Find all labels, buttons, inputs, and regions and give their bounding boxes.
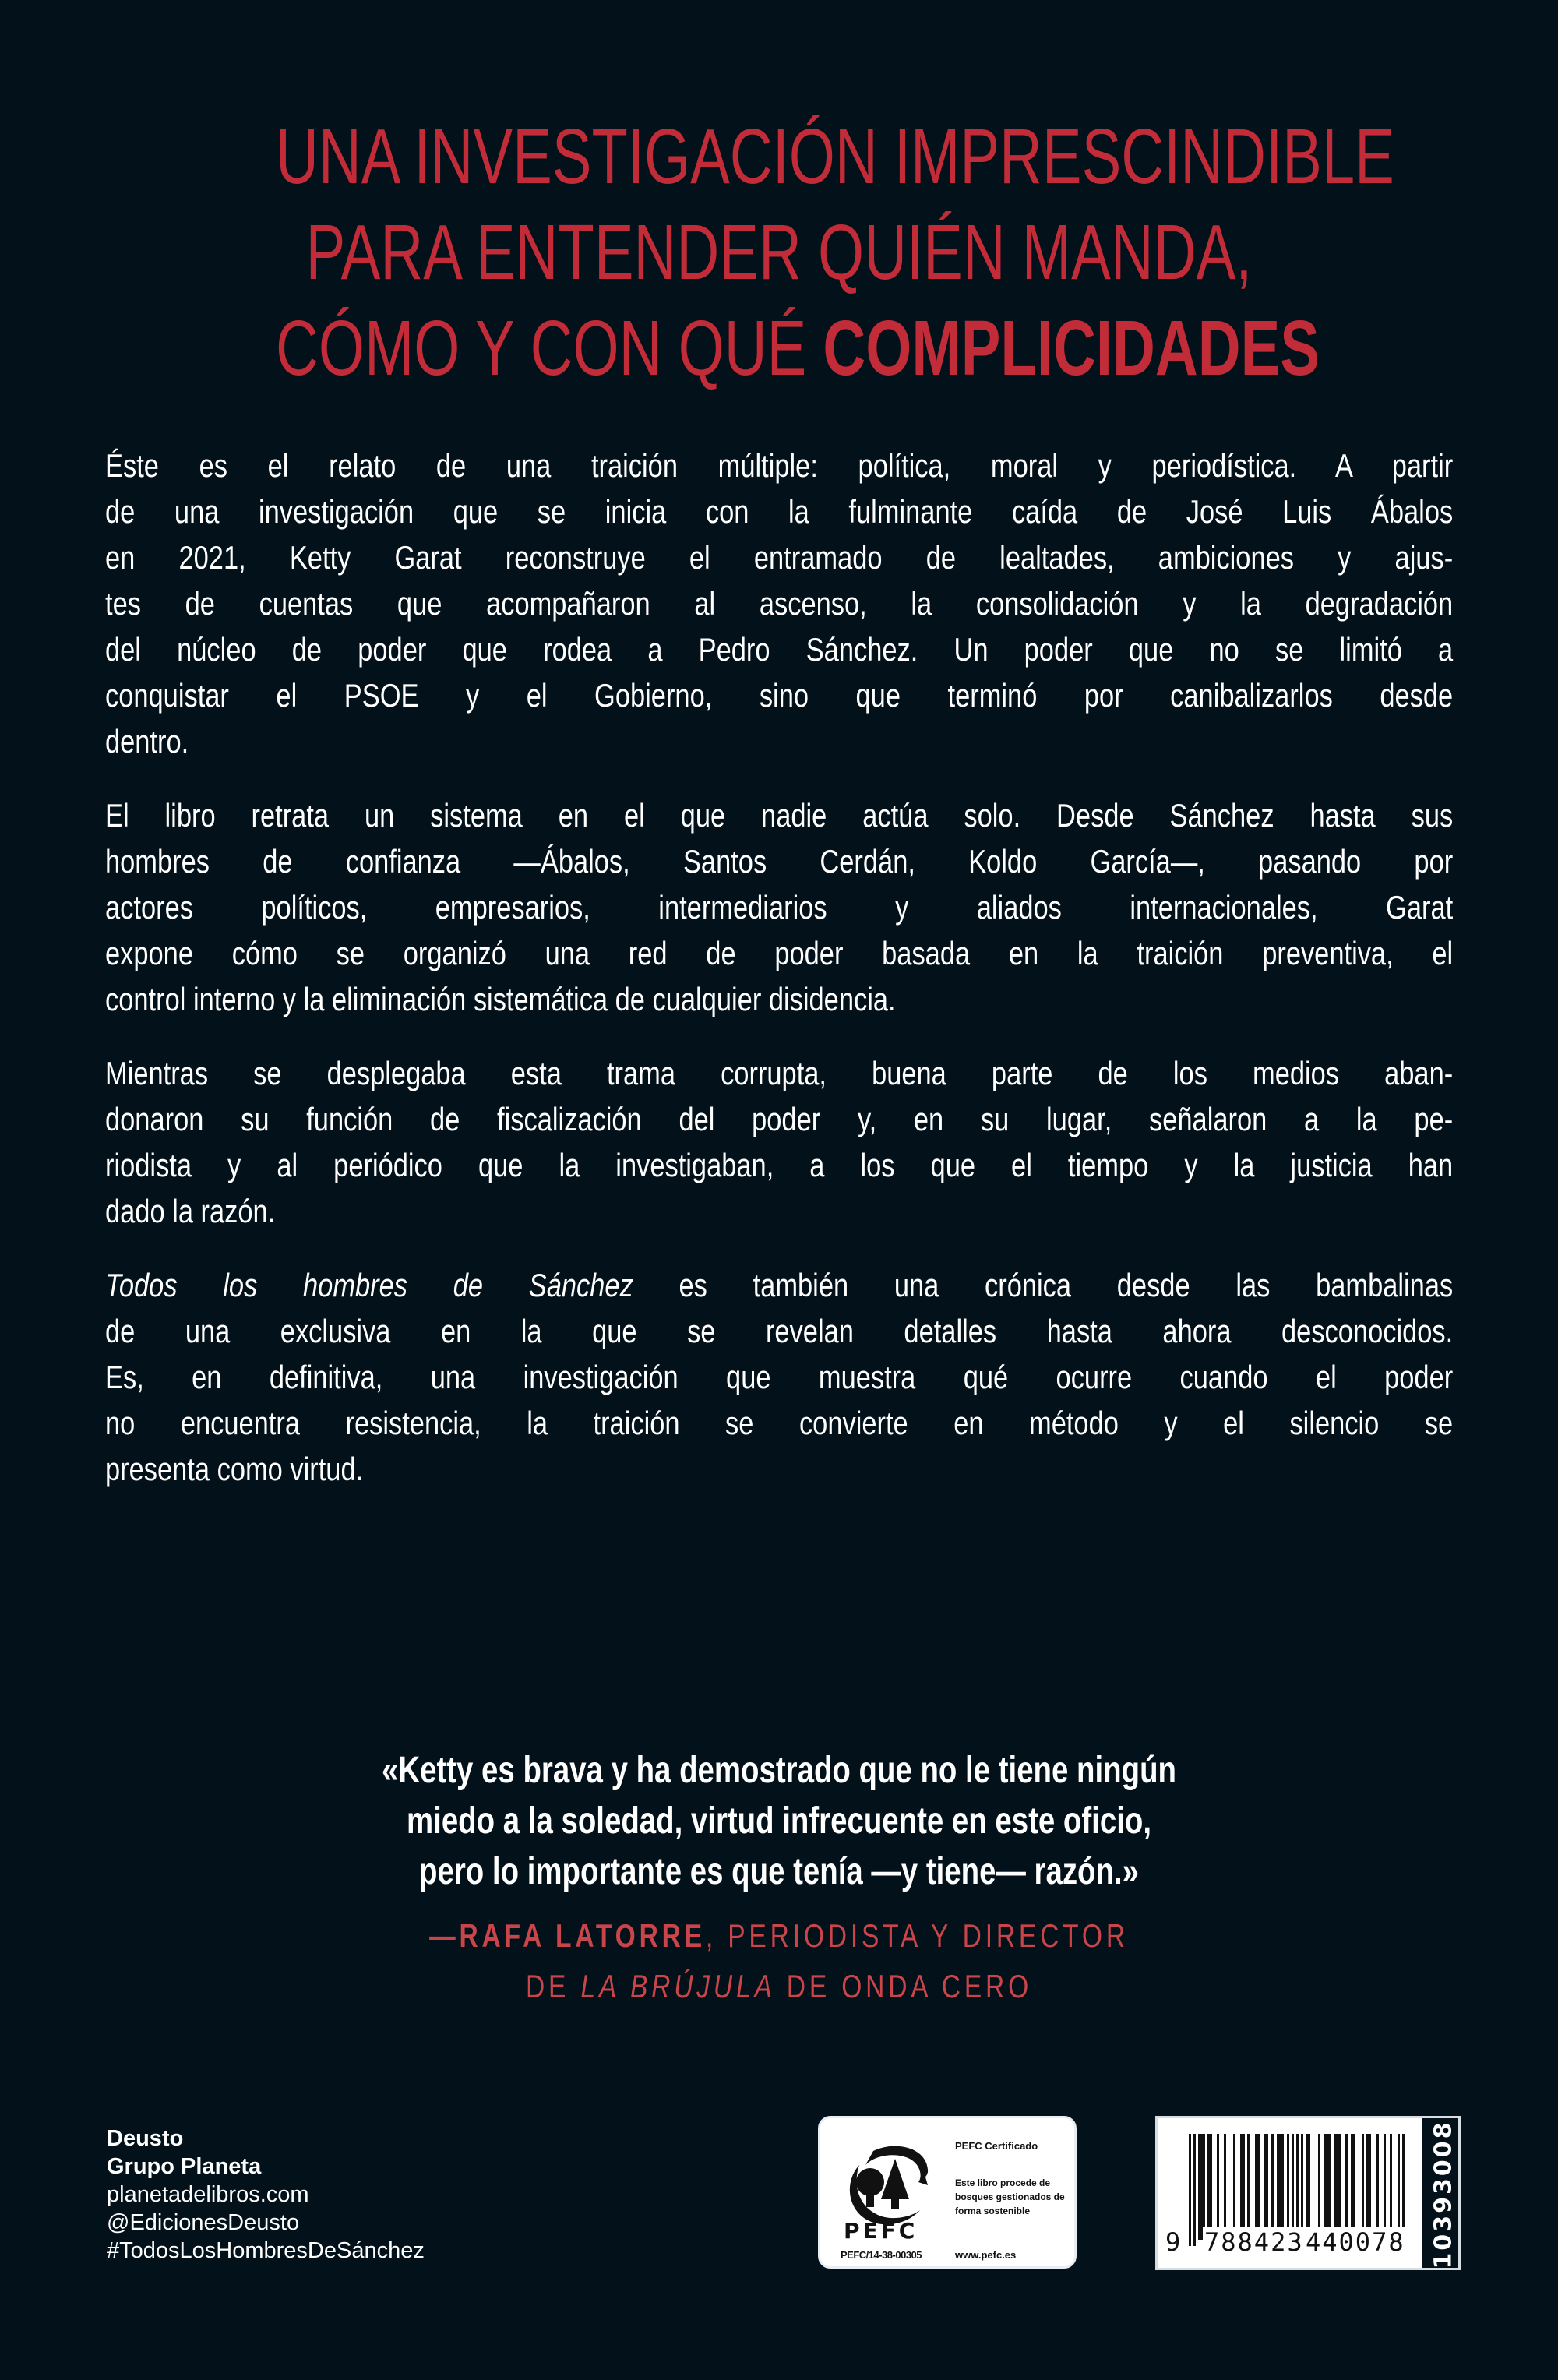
- text-line: [105, 1262, 1453, 1308]
- text-line: de una investigación que se inicia con la fulminante caída de José Luis Ábalos: [105, 493, 1454, 530]
- text-line: presenta como virtud.: [105, 1451, 364, 1487]
- text-line: control interno y la eliminación sistemática de cualquier disidencia.: [105, 981, 896, 1017]
- text-line: dado la razón.: [105, 1193, 276, 1229]
- program-title: LA BRÚJULA: [580, 1968, 776, 2004]
- book-hashtag: #TodosLosHombresDeSánchez: [107, 2238, 425, 2263]
- internal-product-code: 10393008: [1429, 2120, 1458, 2269]
- pefc-license-code: PEFC/14-38-00305: [841, 2249, 922, 2261]
- publisher-social-handle: @EdicionesDeusto: [107, 2210, 300, 2235]
- publisher-group: Grupo Planeta: [107, 2154, 262, 2179]
- attribution-name: —RAFA LATORRE: [429, 1917, 706, 1954]
- publisher-name: Deusto: [107, 2126, 184, 2151]
- text-line: conquistar el PSOE y el Gobierno, sino que terminó por canibalizarlos desde: [105, 677, 1454, 714]
- text-line: tes de cuentas que acompañaron al ascenso, la consolidación y la degradación: [105, 585, 1454, 622]
- text-line: Éste es el relato de una traición múltiple: política, moral y periodística. A partir: [105, 447, 1454, 484]
- attribution-role: , PERIODISTA Y DIRECTOR: [705, 1917, 1129, 1954]
- synopsis-paragraph-2: [105, 792, 1453, 1022]
- book-title: Todos los hombres de Sánchez: [105, 1267, 633, 1303]
- attribution-prefix: DE: [525, 1968, 581, 2004]
- pefc-description: Este libro procede de bosques gestionados de forma sostenible: [955, 2177, 1065, 2216]
- text-line: del núcleo de poder que rodea a Pedro Sánchez. Un poder que no se limitó a: [105, 631, 1454, 668]
- ean-first-digit: 9: [1165, 2227, 1183, 2257]
- pefc-title: PEFC Certificado: [955, 2140, 1038, 2152]
- attribution-suffix: DE ONDA CERO: [775, 1968, 1033, 2004]
- barcode-panel: [1158, 2118, 1422, 2268]
- headline-line-1: UNA INVESTIGACIÓN IMPRESCINDIBLE: [276, 113, 1394, 200]
- ean-group-1: 788423: [1204, 2227, 1304, 2257]
- text-line: riodista y al periódico que la investigaban, a los que el tiempo y la justicia han: [105, 1147, 1454, 1183]
- blurb-attribution: [0, 1910, 1558, 2012]
- publisher-imprint: [107, 2124, 425, 2265]
- publisher-website: planetadelibros.com: [107, 2182, 309, 2207]
- pefc-trees-icon: [842, 2142, 936, 2227]
- quote-line: «Ketty es brava y ha demostrado que no le tiene ningún: [382, 1750, 1176, 1791]
- text-line: Es, en definitiva, una investigación que muestra qué ocurre cuando el poder: [105, 1359, 1454, 1395]
- text-line: dentro.: [105, 723, 189, 760]
- quote-line: miedo a la soledad, virtud infrecuente en este oficio,: [407, 1800, 1151, 1842]
- text-line: El libro retrata un sistema en el que nadie actúa solo. Desde Sánchez hasta sus: [105, 797, 1454, 834]
- isbn-barcode: [1155, 2116, 1461, 2270]
- text-line: actores políticos, empresarios, intermediarios y aliados internacionales, Garat: [105, 889, 1454, 926]
- text-line: expone cómo se organizó una red de poder basada en la traición preventiva, el: [105, 935, 1454, 971]
- pefc-certification-label: [818, 2116, 1077, 2269]
- headline: [276, 109, 1394, 397]
- synopsis-paragraph-4: [105, 1262, 1453, 1492]
- text-line: hombres de confianza —Ábalos, Santos Cerdán, Koldo García—, pasando por: [105, 843, 1454, 880]
- attribution-line-1: [156, 1910, 1402, 1961]
- synopsis-paragraph-1: [105, 443, 1453, 764]
- attribution-line-2: [156, 1961, 1402, 2012]
- headline-line-2: PARA ENTENDER QUIÉN MANDA,: [305, 209, 1253, 296]
- text-line: Mientras se desplegaba esta trama corrupta, buena parte de los medios aban-: [105, 1055, 1454, 1091]
- text-line-rest: es también una crónica desde las bambalinas: [633, 1267, 1454, 1303]
- headline-line-3: [276, 301, 1320, 397]
- text-line: no encuentra resistencia, la traición se convierte en método y el silencio se: [105, 1405, 1454, 1441]
- text-line: donaron su función de fiscalización del poder y, en su lugar, señalaron a la pe-: [105, 1101, 1454, 1137]
- ean-group-2: 440078: [1306, 2227, 1405, 2257]
- headline-emphasis: COMPLICIDADES: [823, 305, 1320, 392]
- text-line: en 2021, Ketty Garat reconstruye el entramado de lealtades, ambiciones y ajus-: [105, 539, 1454, 576]
- blurb-quote: [0, 1745, 1558, 1897]
- quote-line: pero lo importante es que tenía —y tiene— razón.»: [419, 1851, 1139, 1892]
- synopsis: [105, 443, 1453, 1520]
- synopsis-paragraph-3: [105, 1050, 1453, 1234]
- pefc-wordmark: PEFC: [844, 2218, 918, 2244]
- headline-line-3-text: CÓMO Y CON QUÉ: [276, 305, 823, 392]
- text-line: de una exclusiva en la que se revelan detalles hasta ahora desconocidos.: [105, 1313, 1454, 1349]
- pefc-url: www.pefc.es: [955, 2249, 1017, 2261]
